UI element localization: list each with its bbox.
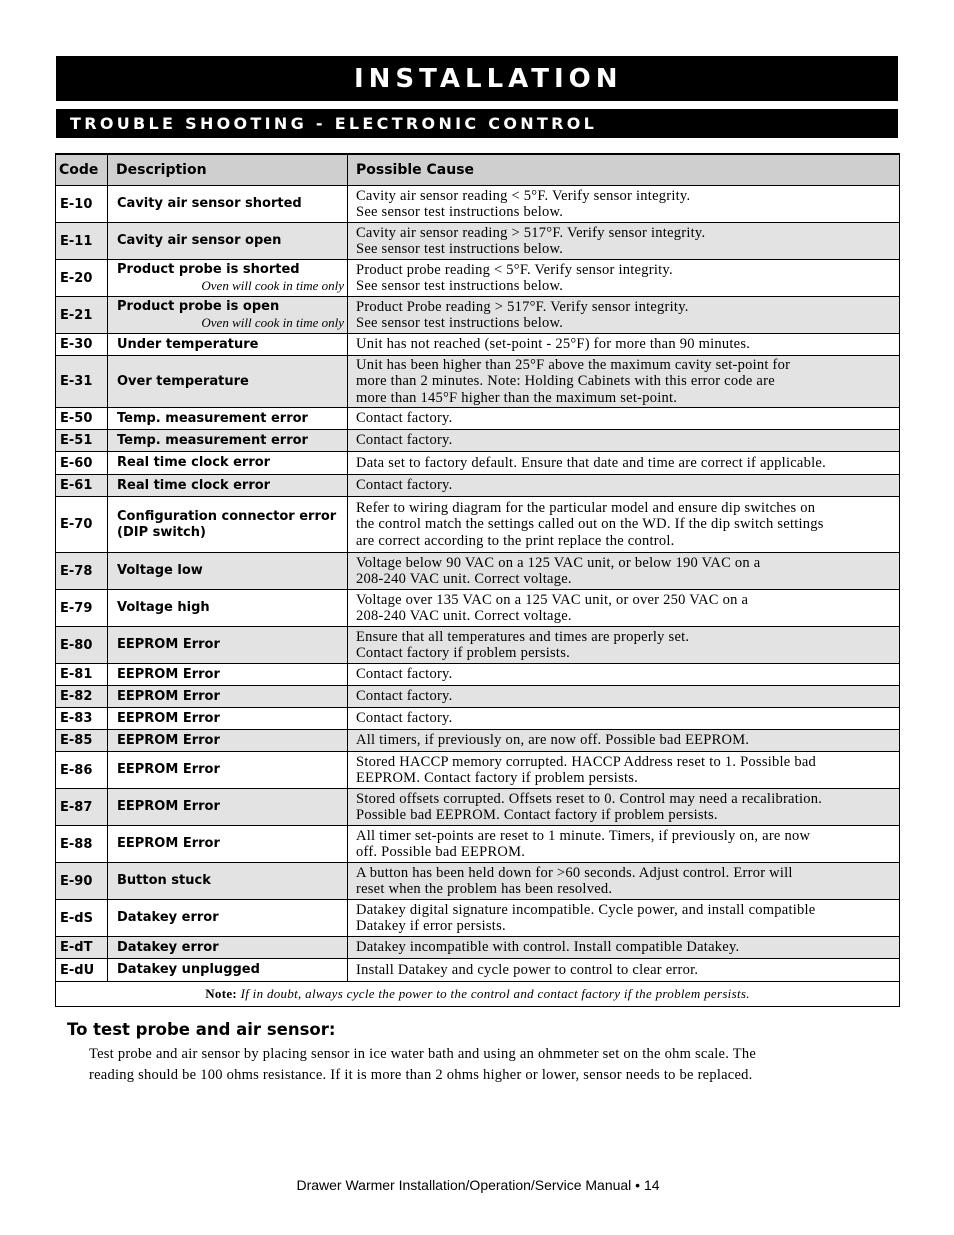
error-code-cell: E-90 <box>56 863 108 900</box>
possible-cause-line: more than 145°F higher than the maximum set-point. <box>356 389 678 406</box>
possible-cause-cell <box>348 686 900 708</box>
description-text: Product probe is open <box>117 299 280 314</box>
possible-cause-line: the control match the settings called out on the WD. If the dip switch settings <box>356 516 824 533</box>
possible-cause-line: Product Probe reading > 517°F. Verify sensor integrity. <box>356 298 689 315</box>
error-code-table <box>55 153 900 1007</box>
table-row <box>56 730 900 752</box>
table-header-row <box>56 154 900 186</box>
possible-cause-line: 208-240 VAC unit. Correct voltage. <box>356 608 572 624</box>
possible-cause-line: Unit has been higher than 25°F above the maximum cavity set-point for <box>356 357 791 374</box>
error-code-cell: E-81 <box>56 664 108 686</box>
possible-cause-cell <box>348 497 900 553</box>
error-code-cell: E-82 <box>56 686 108 708</box>
possible-cause-cell <box>348 826 900 863</box>
description-text: Real time clock error <box>117 477 271 493</box>
table-row <box>56 863 900 900</box>
description-text: Product probe is shorted <box>117 262 300 277</box>
possible-cause-line: All timer set-points are reset to 1 minute. Timers, if previously on, are now <box>356 827 811 844</box>
possible-cause-cell <box>348 708 900 730</box>
table-row <box>56 334 900 356</box>
description-text: Temp. measurement error <box>117 410 308 426</box>
description-text: Voltage high <box>117 600 210 615</box>
possible-cause-cell <box>348 664 900 686</box>
possible-cause-line: Product probe reading < 5°F. Verify sensor integrity. <box>356 261 673 278</box>
table-row <box>56 430 900 452</box>
error-code-cell: E-11 <box>56 223 108 260</box>
description-text: Under temperature <box>117 336 259 352</box>
table-row <box>56 752 900 789</box>
possible-cause-line: Contact factory. <box>356 666 453 683</box>
table-footnote <box>56 982 900 1007</box>
table-row <box>56 937 900 959</box>
possible-cause-cell <box>348 627 900 664</box>
possible-cause-line: 208-240 VAC unit. Correct voltage. <box>356 571 572 587</box>
description-cell <box>108 553 348 590</box>
description-text: Voltage low <box>117 563 203 578</box>
error-code-cell: E-21 <box>56 297 108 334</box>
possible-cause-line: Stored offsets corrupted. Offsets reset to 0. Control may need a recalibration. <box>356 790 823 807</box>
description-cell <box>108 475 348 497</box>
possible-cause-line: are correct according to the print replace the control. <box>356 532 675 549</box>
error-code-cell: E-80 <box>56 627 108 664</box>
description-cell <box>108 186 348 223</box>
description-cell <box>108 937 348 959</box>
description-cell <box>108 863 348 900</box>
description-cell <box>108 826 348 863</box>
error-code-cell: E-30 <box>56 334 108 356</box>
description-text: Button stuck <box>117 873 211 888</box>
possible-cause-line: Datakey digital signature incompatible. Cycle power, and install compatible <box>356 901 816 918</box>
table-row <box>56 708 900 730</box>
table-row <box>56 297 900 334</box>
table-row <box>56 356 900 408</box>
table-footnote-row <box>56 982 900 1007</box>
description-cell <box>108 223 348 260</box>
table-row <box>56 686 900 708</box>
error-code-cell: E-83 <box>56 708 108 730</box>
possible-cause-cell <box>348 452 900 475</box>
possible-cause-line: Ensure that all temperatures and times are properly set. <box>356 628 690 645</box>
description-text: EEPROM Error <box>117 732 220 748</box>
possible-cause-cell <box>348 752 900 789</box>
possible-cause-line: Contact factory. <box>356 477 453 494</box>
description-text: EEPROM Error <box>117 836 220 851</box>
description-cell <box>108 730 348 752</box>
description-cell <box>108 752 348 789</box>
description-text: Datakey error <box>117 910 219 925</box>
error-code-cell: E-50 <box>56 408 108 430</box>
error-code-cell: E-88 <box>56 826 108 863</box>
test-section-title: To test probe and air sensor: <box>67 1020 336 1039</box>
possible-cause-line: EEPROM. Contact factory if problem persists. <box>356 770 639 786</box>
table-row <box>56 260 900 297</box>
description-text: Over temperature <box>117 373 249 389</box>
possible-cause-line: Contact factory. <box>356 410 453 427</box>
possible-cause-cell <box>348 430 900 452</box>
error-code-cell: E-86 <box>56 752 108 789</box>
possible-cause-line: Datakey incompatible with control. Install compatible Datakey. <box>356 939 740 956</box>
error-code-cell: E-dS <box>56 900 108 937</box>
possible-cause-cell <box>348 297 900 334</box>
table-row <box>56 959 900 982</box>
possible-cause-line: All timers, if previously on, are now off. Possible bad EEPROM. <box>356 732 750 749</box>
possible-cause-line: off. Possible bad EEPROM. <box>356 844 526 860</box>
description-text: Cavity air sensor shorted <box>117 196 302 211</box>
possible-cause-line: Unit has not reached (set-point - 25°F) for more than 90 minutes. <box>356 336 751 353</box>
description-cell <box>108 452 348 475</box>
possible-cause-line: Contact factory. <box>356 432 453 449</box>
error-code-cell: E-31 <box>56 356 108 408</box>
possible-cause-line: more than 2 minutes. Note: Holding Cabinets with this error code are <box>356 373 775 390</box>
description-text: EEPROM Error <box>117 666 220 682</box>
possible-cause-line: Contact factory if problem persists. <box>356 645 570 661</box>
description-text: Real time clock error <box>117 455 271 470</box>
description-cell <box>108 590 348 627</box>
possible-cause-line: Data set to factory default. Ensure that date and time are correct if applicable. <box>356 454 826 471</box>
table-row <box>56 452 900 475</box>
description-cell <box>108 708 348 730</box>
subsection-title-banner <box>56 109 898 138</box>
possible-cause-line: Refer to wiring diagram for the particular model and ensure dip switches on <box>356 500 816 517</box>
column-header-description: Description <box>108 154 348 186</box>
error-code-cell: E-87 <box>56 789 108 826</box>
subsection-title: TROUBLE SHOOTING - ELECTRONIC CONTROL <box>70 114 598 133</box>
column-header-possible-cause: Possible Cause <box>348 154 900 186</box>
possible-cause-cell <box>348 789 900 826</box>
description-text: EEPROM Error <box>117 799 220 814</box>
error-code-cell: E-dT <box>56 937 108 959</box>
error-code-cell: E-85 <box>56 730 108 752</box>
table-row <box>56 900 900 937</box>
possible-cause-line: A button has been held down for >60 seconds. Adjust control. Error will <box>356 864 793 881</box>
description-text: Datakey unplugged <box>117 962 260 977</box>
description-cell <box>108 430 348 452</box>
table-row <box>56 627 900 664</box>
possible-cause-cell <box>348 959 900 982</box>
table-row <box>56 408 900 430</box>
possible-cause-cell <box>348 863 900 900</box>
section-title-banner <box>56 56 898 101</box>
error-code-cell: E-70 <box>56 497 108 553</box>
possible-cause-line: Contact factory. <box>356 710 453 727</box>
table-row <box>56 664 900 686</box>
table-row <box>56 590 900 627</box>
test-section-line: Test probe and air sensor by placing sensor in ice water bath and using an ohmmeter set on the ohm scale. The <box>89 1046 757 1062</box>
table-row <box>56 497 900 553</box>
possible-cause-cell <box>348 408 900 430</box>
description-text: Temp. measurement error <box>117 432 308 448</box>
error-code-cell: E-dU <box>56 959 108 982</box>
test-section-body <box>89 1044 879 1086</box>
possible-cause-line: Stored HACCP memory corrupted. HACCP Address reset to 1. Possible bad <box>356 753 817 770</box>
description-cell <box>108 959 348 982</box>
possible-cause-line: Voltage below 90 VAC on a 125 VAC unit, or below 190 VAC on a <box>356 554 761 571</box>
possible-cause-cell <box>348 260 900 297</box>
possible-cause-line: See sensor test instructions below. <box>356 241 564 257</box>
possible-cause-line: Possible bad EEPROM. Contact factory if problem persists. <box>356 807 718 823</box>
column-header-code: Code <box>56 154 108 186</box>
possible-cause-cell <box>348 356 900 408</box>
error-code-cell: E-20 <box>56 260 108 297</box>
possible-cause-cell <box>348 730 900 752</box>
possible-cause-line: Contact factory. <box>356 688 453 705</box>
table-row <box>56 223 900 260</box>
description-cell <box>108 260 348 297</box>
description-text: Cavity air sensor open <box>117 233 282 248</box>
page-footer: Drawer Warmer Installation/Operation/Service Manual • 14 <box>296 1177 660 1193</box>
error-code-cell: E-10 <box>56 186 108 223</box>
possible-cause-cell <box>348 553 900 590</box>
description-cell <box>108 789 348 826</box>
description-note: Oven will cook in time only <box>201 315 344 330</box>
description-cell <box>108 686 348 708</box>
table-row <box>56 789 900 826</box>
error-code-cell: E-78 <box>56 553 108 590</box>
footnote-label: Note: <box>205 986 238 1001</box>
description-text: Configuration connector error (DIP switch) <box>117 508 337 540</box>
possible-cause-cell <box>348 186 900 223</box>
description-text: Datakey error <box>117 939 219 955</box>
description-cell <box>108 627 348 664</box>
description-text: EEPROM Error <box>117 637 220 652</box>
possible-cause-cell <box>348 475 900 497</box>
possible-cause-line: Voltage over 135 VAC on a 125 VAC unit, or over 250 VAC on a <box>356 591 749 608</box>
table-row <box>56 826 900 863</box>
error-code-cell: E-79 <box>56 590 108 627</box>
test-section-line: reading should be 100 ohms resistance. If it is more than 2 ohms higher or lower, sensor needs to be replaced. <box>89 1067 753 1083</box>
possible-cause-line: See sensor test instructions below. <box>356 315 564 331</box>
table-row <box>56 475 900 497</box>
table-row <box>56 553 900 590</box>
description-cell <box>108 408 348 430</box>
footnote-text: If in doubt, always cycle the power to the control and contact factory if the problem persists. <box>240 986 750 1001</box>
description-text: EEPROM Error <box>117 688 220 704</box>
section-title: INSTALLATION <box>354 64 623 94</box>
possible-cause-line: Cavity air sensor reading > 517°F. Verify sensor integrity. <box>356 224 706 241</box>
description-text: EEPROM Error <box>117 762 220 777</box>
description-cell <box>108 297 348 334</box>
description-cell <box>108 497 348 553</box>
description-text: EEPROM Error <box>117 710 220 726</box>
possible-cause-line: reset when the problem has been resolved. <box>356 881 613 897</box>
description-cell <box>108 664 348 686</box>
possible-cause-cell <box>348 223 900 260</box>
possible-cause-line: Install Datakey and cycle power to control to clear error. <box>356 961 699 978</box>
possible-cause-line: See sensor test instructions below. <box>356 278 564 294</box>
description-cell <box>108 900 348 937</box>
error-code-cell: E-51 <box>56 430 108 452</box>
possible-cause-line: See sensor test instructions below. <box>356 204 564 220</box>
possible-cause-cell <box>348 900 900 937</box>
error-code-cell: E-60 <box>56 452 108 475</box>
table-row <box>56 186 900 223</box>
description-cell <box>108 356 348 408</box>
possible-cause-line: Cavity air sensor reading < 5°F. Verify sensor integrity. <box>356 187 691 204</box>
description-cell <box>108 334 348 356</box>
error-code-cell: E-61 <box>56 475 108 497</box>
possible-cause-cell <box>348 937 900 959</box>
description-note: Oven will cook in time only <box>201 278 344 293</box>
possible-cause-line: Datakey if error persists. <box>356 918 506 934</box>
possible-cause-cell <box>348 590 900 627</box>
possible-cause-cell <box>348 334 900 356</box>
table-body <box>56 186 900 982</box>
